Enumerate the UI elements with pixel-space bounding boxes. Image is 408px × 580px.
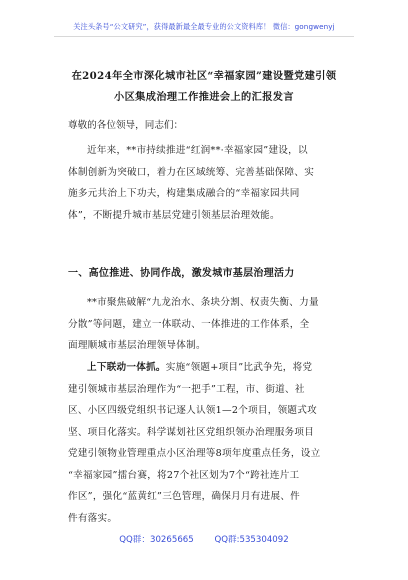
paragraph-line: 区、小区四级党组织书记逐人认领1—2个项目，领题式攻 — [68, 405, 317, 416]
subsection-lead: 上下联动一体抓。 — [87, 362, 166, 373]
title-line: 小区集成治理工作推进会上的汇报发言 — [114, 91, 294, 103]
paragraph-line: 面理顺城市基层治理领导体制。 — [68, 340, 206, 351]
paragraph-line: 党建引领物业管理重点小区治理等8项年度重点任务，设立 — [68, 448, 321, 459]
paragraph-line: 作区”，强化“蓝黄红”三色管理，确保月月有进展、件 — [68, 491, 301, 502]
greeting: 尊敬的各位领导，同志们： — [68, 120, 184, 131]
paragraph-line: 体制创新为突破口，着力在区域统筹、完善基础保障、实 — [68, 166, 315, 178]
header-divider — [54, 36, 354, 37]
intro-paragraph — [68, 140, 340, 226]
paragraph-line — [68, 357, 340, 379]
footer-banner — [0, 533, 408, 545]
subsection-paragraph — [68, 357, 340, 529]
paragraph-line: 件有落实。 — [68, 512, 118, 524]
qq-group-2: QQ群:535304092 — [214, 535, 289, 545]
header-banner: 关注头条号“公文研究”，获得最新最全最专业的公文资料库！ 微信：gongwenyj — [73, 22, 335, 31]
paragraph-text: 实施“领题+项目”比武争先，将党 — [165, 362, 313, 373]
paragraph-line: 施多元共治上下功夫，构建集成融合的“幸福家园共同 — [68, 188, 300, 199]
document-title — [40, 66, 368, 108]
paragraph-line: 坚、项目化落实。科学谋划社区党组织领办治理服务项目 — [68, 426, 315, 438]
title-line: 在2024年全市深化城市社区“幸福家园”建设暨党建引领 — [71, 70, 337, 82]
paragraph-line: **市聚焦破解“九龙治水、条块分割、权责失衡、力量 — [87, 297, 319, 308]
paragraph-line: 体”，不断提升城市基层党建引领基层治理效能。 — [68, 209, 280, 221]
qq-group-1: QQ群：30265665 — [119, 535, 194, 545]
paragraph-line: “幸福家园”擂台赛，将27个社区划为7个“跨社连片工 — [68, 469, 300, 481]
section-intro-paragraph — [68, 292, 340, 357]
paragraph-line: 建引领城市基层治理作为“一把手”工程，市、街道、社 — [68, 383, 305, 395]
paragraph-line: 分散”等问题，建立一体联动、一体推进的工作体系，全 — [68, 318, 310, 330]
paragraph-line: 近年来，**市持续推进“红润**·幸福家园”建设，以 — [87, 145, 308, 156]
section-heading: 一、高位推进、协同作战，激发城市基层治理活力 — [68, 268, 295, 279]
